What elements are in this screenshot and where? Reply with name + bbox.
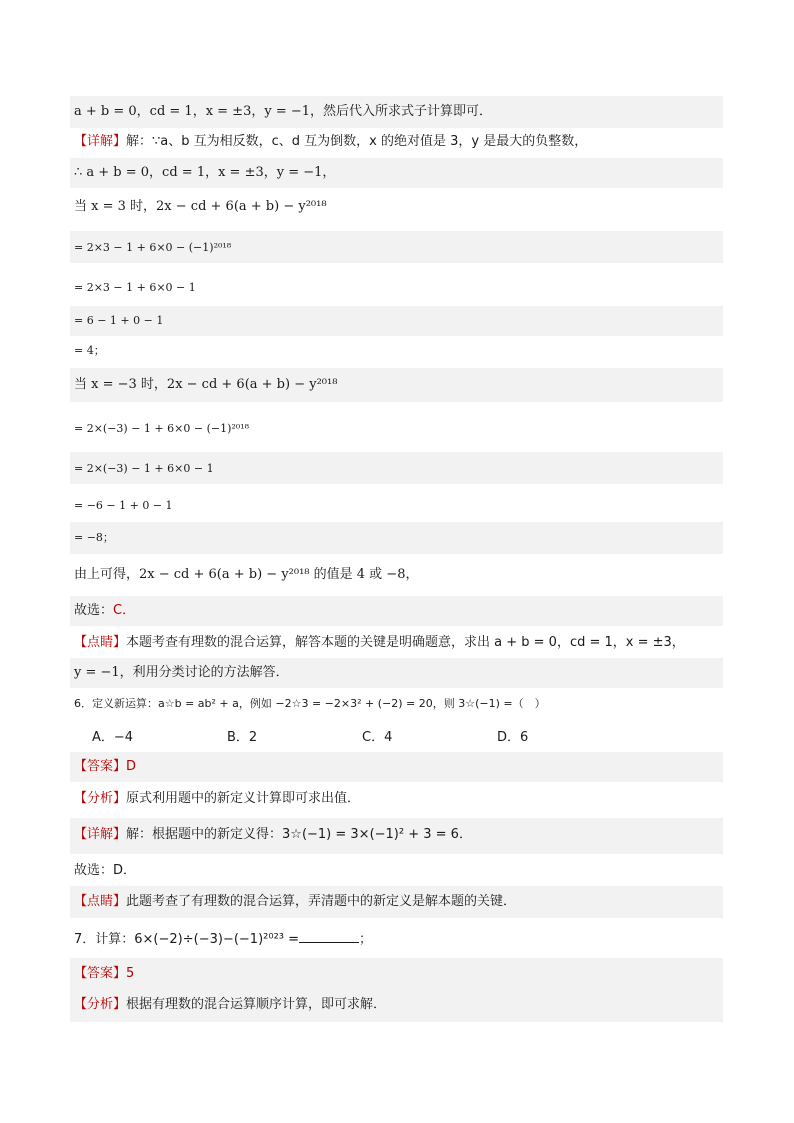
analysis-text: 根据有理数的混合运算顺序计算，即可求解． [126, 997, 387, 1012]
solution-line [70, 274, 723, 302]
solution-text: ∴ a + b = 0，cd = 1，x = ±3，y = −1， [74, 165, 336, 180]
solution-text: = 2×(−3) − 1 + 6×0 − 1 [74, 462, 214, 475]
solution-text: = 4； [74, 344, 105, 357]
solution-line [70, 452, 723, 484]
option-d[interactable]: D．6 [497, 730, 529, 745]
answer-line [70, 958, 723, 990]
analysis-tag: 【分析】 [74, 791, 127, 806]
question-text: 6．定义新运算：a☆b = ab² + a，例如 −2☆3 = −2×3² + (−2) = 20，则 3☆(−1) =（ ） [74, 697, 546, 710]
solution-line [70, 96, 723, 128]
question-7-stem [70, 924, 723, 954]
solution-text: = −6 − 1 + 0 − 1 [74, 499, 173, 512]
question-6-stem [70, 690, 723, 720]
option-c[interactable]: C．4 [362, 730, 393, 745]
comment-text: 此题考查了有理数的混合运算，弄清题中的新定义是解本题的关键． [126, 894, 517, 909]
answer-value: 5 [126, 966, 135, 981]
choose-text: 故选：D． [74, 863, 137, 878]
solution-line [70, 368, 723, 402]
comment-text: 本题考查有理数的混合运算，解答本题的关键是明确题意，求出 a + b = 0，cd = 1，x = ±3， [126, 635, 685, 650]
answer-blank[interactable] [299, 930, 359, 943]
solution-line [70, 231, 723, 263]
detail-line [70, 128, 723, 158]
solution-text: 当 x = −3 时，2x − cd + 6(a + b) − y²⁰¹⁸ [74, 377, 338, 392]
analysis-line [70, 990, 723, 1022]
choose-line [70, 596, 723, 626]
detail-text: 解：根据题中的新定义得：3☆(−1) = 3×(−1)² + 3 = 6． [126, 827, 472, 842]
solution-line [70, 492, 723, 520]
answer-tag: 【答案】 [74, 966, 127, 981]
analysis-text: 原式利用题中的新定义计算即可求出值． [126, 791, 361, 806]
solution-text: = 2×3 − 1 + 6×0 − 1 [74, 281, 196, 294]
solution-line [70, 412, 723, 446]
detail-tag: 【详解】 [74, 134, 127, 149]
analysis-line [70, 784, 723, 814]
solution-line [70, 558, 723, 592]
answer-value: D [126, 759, 137, 774]
solution-text: = 2×(−3) − 1 + 6×0 − (−1)²⁰¹⁸ [74, 422, 250, 435]
solution-text: 由上可得，2x − cd + 6(a + b) − y²⁰¹⁸ 的值是 4 或 −8， [74, 567, 419, 582]
choose-answer: C． [113, 603, 136, 618]
solution-line [70, 522, 723, 554]
solution-line [70, 306, 723, 336]
question-end: ； [359, 932, 373, 947]
solution-text: = 2×3 − 1 + 6×0 − (−1)²⁰¹⁸ [74, 241, 232, 254]
answer-tag: 【答案】 [74, 759, 127, 774]
option-b[interactable]: B．2 [227, 730, 258, 745]
comment-tag: 【点睛】 [74, 635, 127, 650]
comment-tag: 【点睛】 [74, 894, 127, 909]
choose-label: 故选： [74, 603, 114, 618]
solution-text: = 6 − 1 + 0 − 1 [74, 314, 164, 327]
answer-line [70, 752, 723, 782]
detail-text: 解：∵a、b 互为相反数，c、d 互为倒数，x 的绝对值是 3，y 是最大的负整数， [126, 134, 588, 149]
detail-tag: 【详解】 [74, 827, 127, 842]
solution-line [70, 192, 723, 222]
question-6-options [70, 724, 723, 752]
choose-line [70, 856, 723, 886]
comment-text: y = −1，利用分类讨论的方法解答． [74, 665, 289, 680]
question-text: 7．计算：6×(−2)÷(−3)−(−1)²⁰²³ = [74, 932, 300, 947]
comment-line [70, 886, 723, 918]
solution-text: 当 x = 3 时，2x − cd + 6(a + b) − y²⁰¹⁸ [74, 199, 327, 214]
solution-text: a + b = 0，cd = 1，x = ±3，y = −1，然后代入所求式子计算即可． [74, 104, 493, 119]
comment-line [70, 628, 723, 658]
solution-line [70, 337, 723, 367]
solution-line [70, 158, 723, 188]
solution-text: = −8； [74, 531, 114, 544]
option-a[interactable]: A．−4 [92, 730, 134, 745]
detail-line [70, 818, 723, 854]
analysis-tag: 【分析】 [74, 997, 127, 1012]
comment-line [70, 658, 723, 688]
